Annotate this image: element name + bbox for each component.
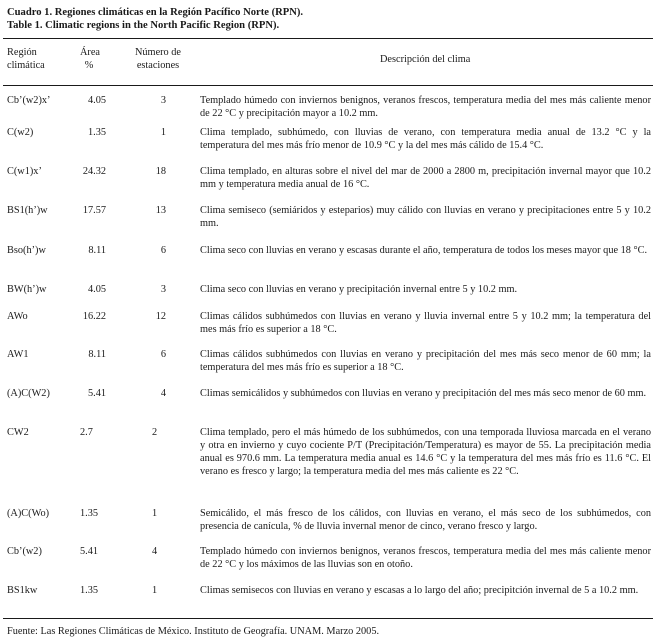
caption-spanish: Cuadro 1. Regiones climáticas en la Región Pacífico Norte (RPN). [7,7,304,18]
cell-stations: 1 [160,127,166,138]
header-region [7,46,45,72]
header-area-line1: Área [80,47,101,58]
cell-stations: 6 [160,349,166,360]
cell-region: BW(h’)w [7,284,47,295]
cell-region: Cb’(w2) [7,546,42,557]
cell-stations: 6 [160,245,166,256]
cell-area: 8.11 [88,245,106,256]
cell-stations: 1 [152,585,158,596]
cell-area: 8.11 [88,349,106,360]
cell-area: 5.41 [80,546,99,557]
table-header-rule [3,85,653,86]
table-bottom-rule [3,618,653,619]
cell-area: 1.35 [80,508,99,519]
cell-region: C(w1)x’ [7,166,42,177]
cell-region: (A)C(W2) [7,388,50,399]
cell-stations: 3 [160,95,166,106]
cell-region: BS1kw [7,585,38,596]
cell-area: 4.05 [87,284,106,295]
table-source-note: Fuente: Las Regiones Climáticas de México. Instituto de Geografía. UNAM. Marzo 2005. [7,626,380,637]
cell-area: 17.57 [82,205,106,216]
header-area-line2: % [84,60,94,71]
cell-area: 1.35 [87,127,106,138]
cell-description: Clima templado, en alturas sobre el nivel del mar de 2000 a 2800 m, precipitación invernal mayor que 10.2 mm y temperatura media anual de 16 °C. [200,166,651,190]
cell-description: Climas cálidos subhúmedos con lluvias en verano y precipitación del mes más seco menor de 60 mm; la temperatura del mes más frío es superior a 18 °C. [200,349,651,373]
cell-description: Clima templado, subhúmedo, con lluvias de verano, con temperatura media anual de 13.2 °C y la temperatura del mes más frío menor de 10.9 °C y la del mes más cálido de 15.4 °C. [200,127,651,151]
cell-description: Climas cálidos subhúmedos con lluvias en verano y lluvia invernal entre 5 y 10.2 mm; la temperatura del mes más frío es superior a 18 °C. [200,311,651,335]
cell-area: 2.7 [80,427,93,438]
cell-description: Climas semisecos con lluvias en verano y escasas a lo largo del año; precipitción invernal de 5 a 10.2 mm. [200,585,639,596]
cell-stations: 4 [160,388,166,399]
cell-region: (A)C(Wo) [7,508,50,519]
cell-region: Cb’(w2)x’ [7,95,51,106]
cell-area: 16.22 [82,311,106,322]
header-stations-line1: Número de [134,47,182,58]
cell-description: Clima seco con lluvias en verano y precipitación invernal entre 5 y 10.2 mm. [200,284,518,295]
cell-region: BS1(h’)w [7,205,48,216]
header-description: Descripción del clima [380,54,471,65]
cell-area: 24.32 [82,166,106,177]
header-region-line1: Región [7,47,37,58]
cell-stations: 13 [155,205,166,216]
cell-region: AWo [7,311,28,322]
header-stations-line2: estaciones [136,60,180,71]
cell-region: AW1 [7,349,29,360]
cell-description: Clima semiseco (semiáridos y esteparios) muy cálido con lluvias en verano y precipitaciones entre 5 y 10.2 mm. [200,205,651,229]
cell-stations: 4 [152,546,158,557]
cell-region: C(w2) [7,127,34,138]
cell-description: Clima templado, pero el más húmedo de los subhúmedos, con una temporada lluviosa marcada en el verano y otra en invierno y cuyo cociente P/T (Precipitación/Temperatura) es mayor de 55. La precipitación media anual es 970.6 mm. La temperatura media anual es 14.6 °C y la temperatura del mes más frío es 11.6 °C. El verano es fresco y largo; la temperatura media del mes más caliente es 22 °C. [200,427,651,477]
header-region-line2: climática [7,60,45,71]
cell-area: 1.35 [80,585,99,596]
cell-stations: 2 [152,427,158,438]
cell-area: 4.05 [87,95,106,106]
caption-english: Table 1. Climatic regions in the North Pacific Region (RPN). [7,20,280,31]
cell-description: Templado húmedo con inviernos benignos, veranos frescos, temperatura media del mes más caliente menor de 22 °C y los máximos de las lluvias son en otoño. [200,546,651,570]
cell-description: Clima seco con lluvias en verano y escasas durante el año, temperatura de todos los meses mayor que 18 °C. [200,245,648,256]
table-top-rule [3,38,653,39]
cell-stations: 12 [155,311,166,322]
header-area [80,46,101,72]
cell-region: CW2 [7,427,29,438]
cell-stations: 1 [152,508,158,519]
cell-region: Bso(h’)w [7,245,46,256]
cell-stations: 18 [155,166,166,177]
cell-description: Semicálido, el más fresco de los cálidos, con lluvias en verano, el más seco de los subhúmedos, con presencia de canícula, % de lluvia invernal menor de cinco, verano fresco y largo. [200,508,651,532]
cell-area: 5.41 [87,388,106,399]
cell-stations: 3 [160,284,166,295]
header-stations [130,46,186,72]
cell-description: Climas semicálidos y subhúmedos con lluvias en verano y precipitación del mes más seco menor de 60 mm. [200,388,647,399]
cell-description: Templado húmedo con inviernos benignos, veranos frescos, temperatura media del mes más caliente menor de 22 °C y precipitación mayor a 10.2 mm. [200,95,651,119]
